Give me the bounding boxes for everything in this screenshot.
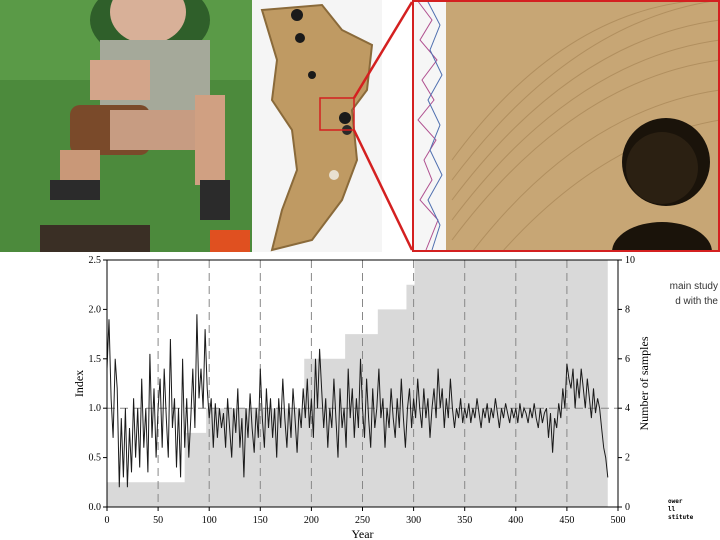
y2-tick-label: 2 bbox=[625, 452, 630, 464]
side-text-line-2: d with the bbox=[675, 296, 718, 307]
y2-tick-label: 0 bbox=[625, 502, 630, 513]
y2-tick-label: 4 bbox=[625, 403, 630, 415]
y-tick-label: 2.0 bbox=[88, 304, 101, 316]
y2-axis-label: Number of samples bbox=[637, 336, 651, 431]
logo-line-1: ower bbox=[668, 498, 683, 505]
y2-tick-label: 10 bbox=[625, 255, 635, 266]
y-tick-label: 1.0 bbox=[88, 403, 101, 415]
x-axis-label: Year bbox=[351, 527, 374, 540]
tree-ring-closeup-photo bbox=[412, 0, 720, 252]
y-tick-label: 1.5 bbox=[88, 353, 101, 365]
x-tick-label: 0 bbox=[104, 515, 110, 526]
y-tick-label: 2.5 bbox=[88, 255, 101, 266]
x-tick-label: 500 bbox=[610, 515, 626, 526]
x-tick-label: 50 bbox=[153, 515, 164, 526]
y2-tick-label: 6 bbox=[625, 353, 630, 365]
chronology-chart bbox=[0, 252, 668, 540]
y-tick-label: 0.0 bbox=[88, 502, 101, 513]
logo-line-3: stitute bbox=[668, 514, 694, 521]
x-tick-label: 400 bbox=[508, 515, 524, 526]
x-tick-label: 150 bbox=[252, 515, 268, 526]
x-tick-label: 450 bbox=[559, 515, 575, 526]
logo-line-2: ll bbox=[668, 506, 676, 513]
x-tick-label: 100 bbox=[201, 515, 217, 526]
x-tick-label: 250 bbox=[355, 515, 370, 526]
y-tick-label: 0.5 bbox=[88, 452, 101, 464]
x-tick-label: 300 bbox=[406, 515, 422, 526]
y2-tick-label: 8 bbox=[625, 304, 630, 316]
x-tick-label: 350 bbox=[457, 515, 473, 526]
side-text-line-1: main study bbox=[669, 281, 718, 292]
y-axis-label: Index bbox=[72, 369, 86, 398]
x-tick-label: 200 bbox=[303, 515, 319, 526]
